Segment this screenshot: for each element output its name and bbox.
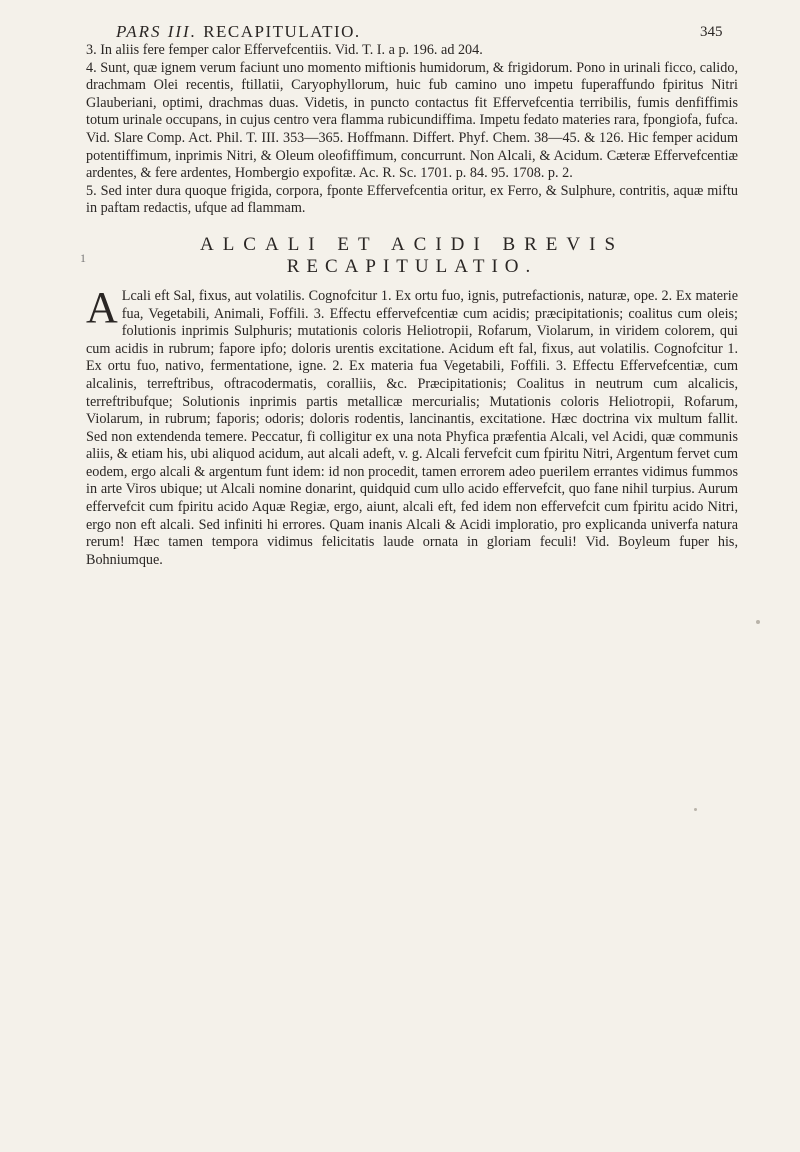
main-paragraph-text: Lcali eft Sal, fixus, aut volatilis. Cognofcitur 1. Ex ortu fuo, ignis, putrefactionis, naturæ, ope. 2. Ex materie fua, Vegetabili, Animali, Foffili. 3. Effectu effervefcentiæ cum acidis; præcipitationis; coalitus cum oleis; folutionis inprimis Sulphuris; mutationis coloris Heliotropii, Rofarum, Violarum, in viridem colorem, qui cum acidis in rubrum; fapore ipfo; doloris urentis excitatione. Acidum eft fal, fixus, aut volatilis. Cognofcitur 1. Ex ortu fuo, nativo, fermentatione, igne. 2. Ex materia fua Vegetabili, Foffili. 3. Effectu Effervefcentiæ, cum alcalinis, terreftribus, oftracodermatis, coralliis, &c. Præcipitationis; Coalitus in neutrum cum alcalicis, terreftribufque; Solutionis inprimis partis metallicæ mercurialis; Mutationis coloris Heliotropii, Rofarum, Violarum, in rubrum; faporis; odoris; doloris rodentis, lancinantis, excitatione. Hæc doctrina vix multum fallit. Sed non extendenda temere. Peccatur, fi colligitur ex una nota Phyfica præfentia Alcali, vel Acidi, quæ communis aliis, & etiam his, ubi aliquod acidum, aut alcali adeft, v. g. Alcali fervefcit cum fpiritu Nitri, Argentum fervet cum eodem, ergo alcali & argentum funt idem: id non procedit, tamen errorem adeo puerilem errantes vidimus fummos in arte Viros ubique; ut Alcali nomine donarint, quidquid cum ullo acido effervefcit, quo fane nihil turpius. Aurum effervefcit cum fpiritu acido Aquæ Regiæ, ergo, aiunt, alcali eft, fed idem non effervefcit cum fpiritu acido Nitri, ergo non eft alcali. Sed infiniti hi errores. Quam inanis Alcali & Acidi imploratio, pro explicanda univerfa natura rerum! Hæc tamen tempora vidimus felicitatis laude ornata in gloriam feculi! Vid. Boyleum fuper his, Bohniumque.	[86, 287, 738, 568]
paragraph-4: 4. Sunt, quæ ignem verum faciunt uno momento miftionis humidorum, & frigidorum. Pono in urinali ficco, calido, drachmam Olei recentis, ftillatii, Caryophyllorum, huic fub camino uno impetu fuperaffundo fpiritus Nitri Glauberiani, optimi, drachmas duas. Videtis, in puncto contactus fit Effervefcentia terribilis, fumis denfiffimis totum urinale occupans, in cujus centro vera flamma rubicundiffima. Impetu fedato materies rara, fpongiofa, fufca. Vid. Slare Comp. Act. Phil. T. III. 353—365. Hoffmann. Differt. Phyf. Chem. 38—45. & 126. Hic femper acidum potentiffimum, inprimis Nitri, & Oleum oleofiffimum, concurrunt. Non Alcali, & Acidum. Cæteræ Effervefcentiæ ardentes, & fere ardentes, Hombergio expofitæ. Ac. R. Sc. 1701. p. 84. 95. 1708. p. 2.	[86, 59, 738, 182]
paper-spot	[694, 808, 697, 811]
section-heading-line1: ALCALI ET ACIDI BREVIS	[199, 233, 625, 255]
main-paragraph	[86, 282, 738, 570]
page-number: 345	[700, 24, 723, 40]
margin-note: 1	[80, 251, 86, 265]
running-head-title: RECAPITULATIO.	[203, 22, 361, 41]
paragraph-5: 5. Sed inter dura quoque frigida, corpora, fponte Effervefcentia oritur, ex Ferro, & Sulphure, contritis, aquæ miftu in paftam redactis, ufque ad flammam.	[86, 182, 738, 217]
section-heading-line2: RECAPITULATIO.	[286, 255, 538, 277]
paragraph-3: 3. In aliis fere femper calor Effervefcentiis. Vid. T. I. a p. 196. ad 204.	[86, 42, 483, 58]
drop-cap: A	[86, 282, 118, 332]
paper-spot	[756, 620, 760, 624]
part-label: PARS III.	[116, 22, 197, 41]
section-heading	[86, 234, 738, 278]
running-head-text	[116, 22, 361, 42]
text-block	[86, 42, 738, 569]
running-head	[0, 22, 800, 44]
